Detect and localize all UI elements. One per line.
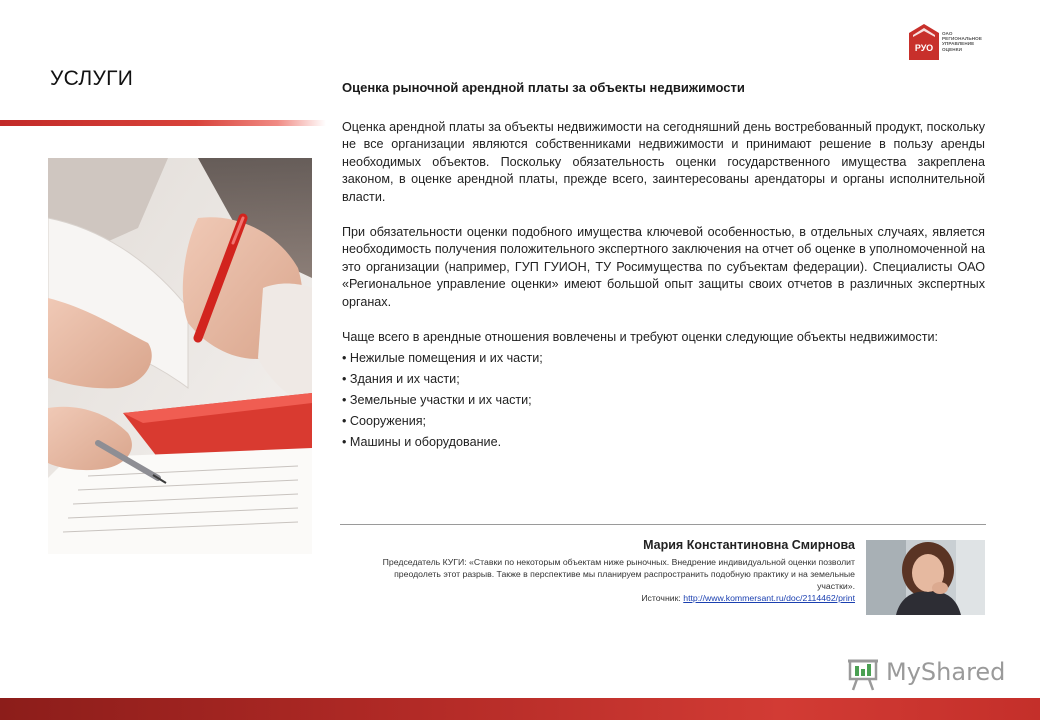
- list-item: • Машины и оборудование.: [342, 435, 502, 450]
- house-logo-icon: [909, 24, 939, 60]
- section-divider: [340, 524, 986, 525]
- presentation-board-icon: [846, 658, 880, 692]
- list-item: • Нежилые помещения и их части;: [342, 351, 543, 366]
- source-label: Источник:: [641, 593, 681, 603]
- quote-source: [360, 592, 855, 604]
- article-paragraph: Оценка арендной платы за объекты недвижимости на сегодняшний день востребованный продукт, поскольку не все организации являются собственниками недвижимости и принимают решение в пользу аренды необходимых объектов. Поскольку обязательность оценки государственного имущества закреплена законом, в оценке арендной платы, прежде всего, заинтересованы арендаторы и органы исполнительной власти.: [342, 120, 985, 204]
- quote-text: Председатель КУГИ: «Ставки по некоторым объектам ниже рыночных. Внедрение индивидуальной оценки позволит преодолеть этот разрыв. Также в перспективе мы планируем распространить подобную практику и на земельные участки».: [382, 557, 855, 591]
- myshared-watermark: [846, 656, 1006, 692]
- expert-quote: [360, 538, 855, 604]
- page-title: УСЛУГИ: [50, 67, 134, 90]
- quote-author-name: Мария Константиновна Смирнова: [643, 538, 855, 552]
- article-paragraph: При обязательности оценки подобного имущества ключевой особенностью, в отдельных случаях, является необходимость получения положительного экспертного заключения на отчет об оценке в уполномоченной на это организации (например, ГУП ГУИОН, ТУ Росимущества по субъектам федерации). Специалисты ОАО «Региональное управление оценки» имеют большой опыт защиты своих отчетов в различных экспертных органах.: [342, 225, 985, 309]
- article-paragraph: Чаще всего в арендные отношения вовлечены и требуют оценки следующие объекты недвижимости:: [342, 330, 939, 345]
- list-item: • Здания и их части;: [342, 372, 460, 387]
- logo-abbr: РУО: [914, 43, 934, 53]
- property-types-list: [342, 348, 985, 453]
- source-link[interactable]: http://www.kommersant.ru/doc/2114462/print: [683, 593, 855, 603]
- author-portrait: [866, 540, 985, 615]
- footer-bar: [0, 698, 1040, 720]
- article-heading: Оценка рыночной арендной платы за объекты недвижимости: [342, 80, 745, 95]
- title-accent-bar: [0, 120, 326, 126]
- logo-wordmark: ОАО РЕГИОНАЛЬНОЕ УПРАВЛЕНИЕ ОЦЕНКИ: [942, 31, 982, 52]
- article: [342, 80, 985, 453]
- company-logo[interactable]: [909, 24, 989, 62]
- list-item: • Сооружения;: [342, 414, 427, 429]
- list-item: • Земельные участки и их части;: [342, 393, 532, 408]
- signing-document-photo: [48, 158, 312, 554]
- watermark-text: MyShared: [886, 658, 1006, 686]
